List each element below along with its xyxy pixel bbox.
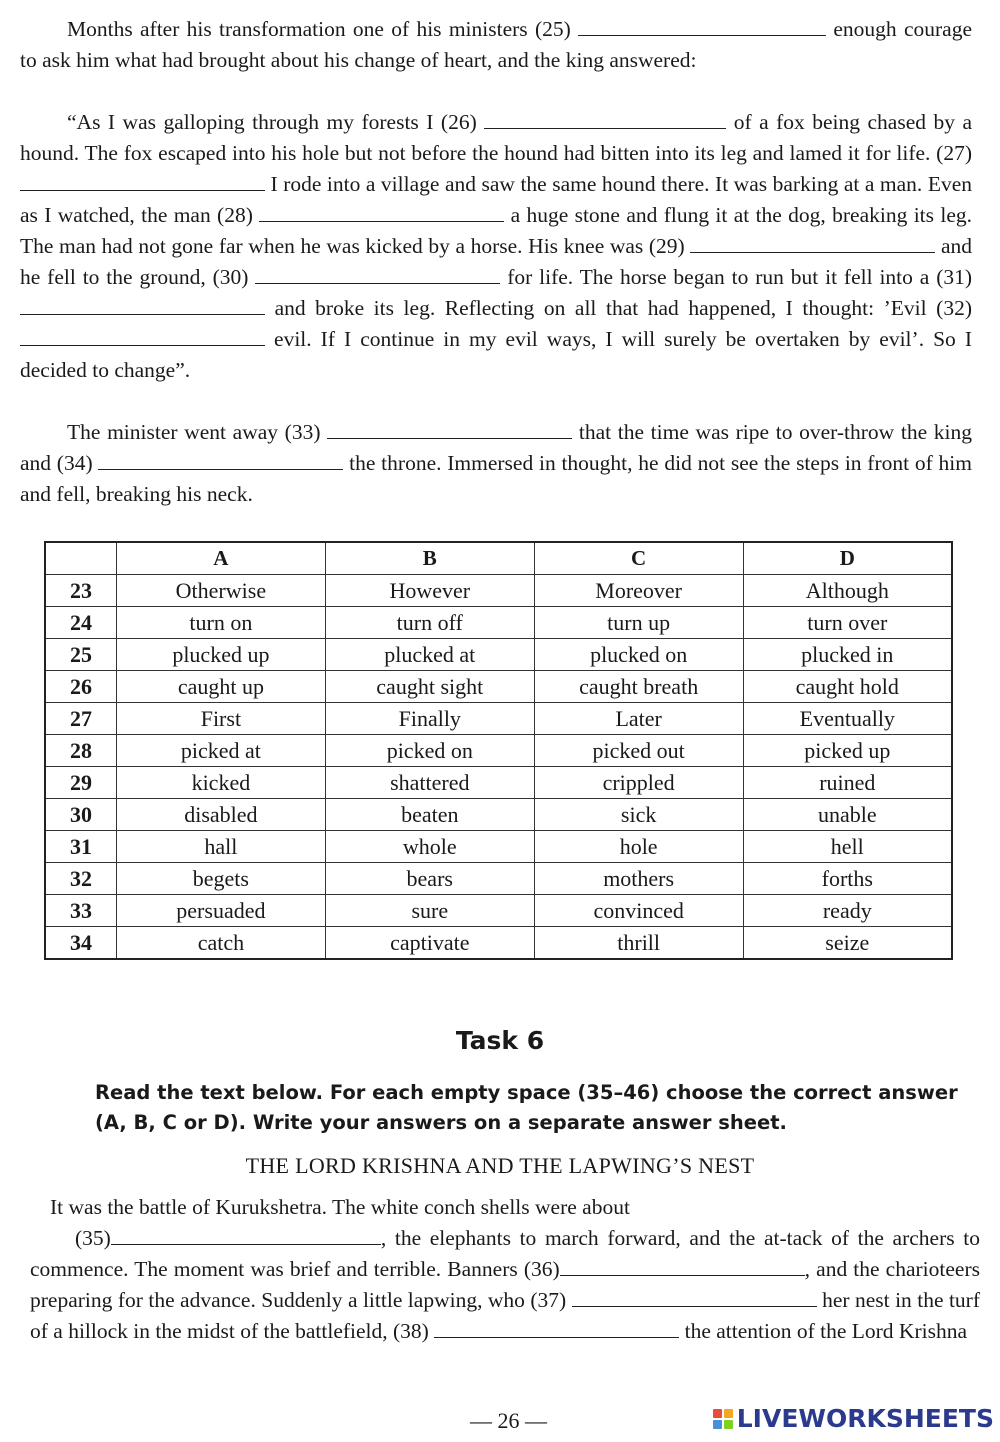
option-cell: hall (116, 831, 325, 863)
option-cell: bears (325, 863, 534, 895)
option-cell: plucked in (743, 639, 952, 671)
passage-paragraph-1 (20, 14, 972, 76)
passage-text: for life. The horse began to run but it fell into a (31) (507, 265, 973, 289)
question-number-cell: 25 (45, 639, 116, 671)
option-cell: picked up (743, 735, 952, 767)
table-row (45, 607, 952, 639)
table-row (45, 863, 952, 895)
question-number-cell: 32 (45, 863, 116, 895)
option-cell: picked out (534, 735, 743, 767)
table-header-cell: A (116, 542, 325, 575)
story-text: , and the charioteers preparing for the advance. Suddenly a little lapwing, who (37) (30, 1257, 980, 1312)
question-number-cell: 24 (45, 607, 116, 639)
table-row (45, 735, 952, 767)
story-title: THE LORD KRISHNA AND THE LAPWING’S NEST (245, 1153, 755, 1178)
option-cell: Later (534, 703, 743, 735)
option-cell: turn off (325, 607, 534, 639)
table-row (45, 575, 952, 607)
table-header-row (45, 542, 952, 575)
story-text: (35) (75, 1226, 111, 1250)
brand-text: LIVEWORKSHEETS (736, 1404, 994, 1433)
story-text: (36) (523, 1257, 560, 1281)
option-cell: forths (743, 863, 952, 895)
passage-paragraph-2 (20, 107, 972, 386)
story-text: her nest in the turf of a hillock in the midst of the battlefield, (38) (30, 1288, 980, 1343)
option-cell: caught hold (743, 671, 952, 703)
answer-blank-33[interactable] (327, 418, 572, 439)
page-number: — 26 — (470, 1408, 547, 1433)
option-cell: shattered (325, 767, 534, 799)
option-cell: sure (325, 895, 534, 927)
option-cell: turn up (534, 607, 743, 639)
option-cell: Although (743, 575, 952, 607)
option-cell: Otherwise (116, 575, 325, 607)
answer-blank-35[interactable] (111, 1224, 381, 1245)
liveworksheets-logo[interactable] (713, 1404, 994, 1433)
passage-text: a huge stone and flung it at the dog, breaking its leg. The man had not gone far when he was kicked by a horse. His knee was (29) (20, 203, 973, 258)
table-row (45, 895, 952, 927)
option-cell: Eventually (743, 703, 952, 735)
option-cell: ready (743, 895, 952, 927)
passage-text: of a fox being chased by a hound. The fox escaped into his hole but not before the hound had bitten into its leg and lamed it for life. (27) (20, 110, 973, 165)
question-number-cell: 23 (45, 575, 116, 607)
option-cell: caught up (116, 671, 325, 703)
table-header-cell: D (743, 542, 952, 575)
table-header-cell (45, 542, 116, 575)
passage-text: evil. If I continue in my evil ways, I will surely be overtaken by evil’. So I decided to change”. (20, 327, 972, 382)
answer-blank-26[interactable] (484, 108, 726, 129)
option-cell: begets (116, 863, 325, 895)
task-instructions: Read the text below. For each empty space (35–46) choose the correct answer (A, B, C or D). Write your answers on a separate answer sheet. (95, 1081, 958, 1134)
task-title: Task 6 (455, 1026, 545, 1055)
table-row (45, 639, 952, 671)
story-paragraph (30, 1192, 980, 1347)
option-cell: convinced (534, 895, 743, 927)
table-header-cell: C (534, 542, 743, 575)
passage-text: Months after his transformation one of his ministers (25) (67, 17, 571, 41)
table-row (45, 767, 952, 799)
option-cell: crippled (534, 767, 743, 799)
question-number-cell: 34 (45, 927, 116, 960)
option-cell: plucked on (534, 639, 743, 671)
option-cell: whole (325, 831, 534, 863)
option-cell: turn on (116, 607, 325, 639)
option-cell: ruined (743, 767, 952, 799)
option-cell: hole (534, 831, 743, 863)
story-text: the attention of the Lord Krishna (684, 1319, 968, 1343)
logo-icon (713, 1409, 733, 1429)
option-cell: picked on (325, 735, 534, 767)
table-row (45, 799, 952, 831)
question-number-cell: 26 (45, 671, 116, 703)
answer-blank-32[interactable] (20, 325, 265, 346)
option-cell: catch (116, 927, 325, 960)
question-number-cell: 33 (45, 895, 116, 927)
table-header-cell: B (325, 542, 534, 575)
answer-blank-29[interactable] (690, 232, 935, 253)
option-cell: persuaded (116, 895, 325, 927)
option-cell: captivate (325, 927, 534, 960)
question-number-cell: 27 (45, 703, 116, 735)
answer-blank-25[interactable] (578, 15, 826, 36)
table-row (45, 831, 952, 863)
passage-text: and broke its leg. Reflecting on all that had happened, I thought: ’Evil (32) (274, 296, 972, 320)
answer-blank-27[interactable] (20, 170, 265, 191)
option-cell: caught breath (534, 671, 743, 703)
passage-text: “As I was galloping through my forests I (26) (67, 110, 477, 134)
option-cell: disabled (116, 799, 325, 831)
answer-options-table (44, 541, 953, 960)
answer-blank-30[interactable] (255, 263, 500, 284)
option-cell: Moreover (534, 575, 743, 607)
question-number-cell: 29 (45, 767, 116, 799)
passage-text: enough courage to ask him what had brought about his change of heart, and the king answered: (20, 17, 972, 72)
answer-blank-37[interactable] (572, 1286, 817, 1307)
passage-text: I rode into a village and saw the same hound there. It was barking at a man. Even as I watched, the man (28) (20, 172, 972, 227)
option-cell: sick (534, 799, 743, 831)
passage-text: The minister went away (33) (67, 420, 321, 444)
option-cell: turn over (743, 607, 952, 639)
table-row (45, 671, 952, 703)
answer-blank-31[interactable] (20, 294, 265, 315)
option-cell: unable (743, 799, 952, 831)
passage-text: and he fell to the ground, (30) (20, 234, 973, 289)
passage-text: the throne. Immersed in thought, he did not see the steps in front of him and fell, breaking his neck. (20, 451, 972, 506)
question-number-cell: 30 (45, 799, 116, 831)
story-text: It was the battle of Kurukshetra. The white conch shells were about (50, 1195, 630, 1219)
option-cell: beaten (325, 799, 534, 831)
option-cell: thrill (534, 927, 743, 960)
option-cell: seize (743, 927, 952, 960)
option-cell: However (325, 575, 534, 607)
option-cell: mothers (534, 863, 743, 895)
option-cell: plucked up (116, 639, 325, 671)
passage-text: that the time was ripe to over-throw the king and (34) (20, 420, 973, 475)
option-cell: caught sight (325, 671, 534, 703)
answer-blank-36[interactable] (560, 1255, 805, 1276)
question-number-cell: 31 (45, 831, 116, 863)
option-cell: First (116, 703, 325, 735)
table-row (45, 703, 952, 735)
answer-blank-28[interactable] (259, 201, 504, 222)
answer-blank-38[interactable] (434, 1317, 679, 1338)
option-cell: hell (743, 831, 952, 863)
answer-blank-34[interactable] (98, 449, 343, 470)
option-cell: kicked (116, 767, 325, 799)
question-number-cell: 28 (45, 735, 116, 767)
passage-paragraph-3 (20, 417, 972, 510)
table-row (45, 927, 952, 960)
story-text: , the elephants to march forward, and the at-tack of the archers to commence. The moment was brief and terrible. Banners (30, 1226, 980, 1281)
option-cell: Finally (325, 703, 534, 735)
option-cell: plucked at (325, 639, 534, 671)
option-cell: picked at (116, 735, 325, 767)
